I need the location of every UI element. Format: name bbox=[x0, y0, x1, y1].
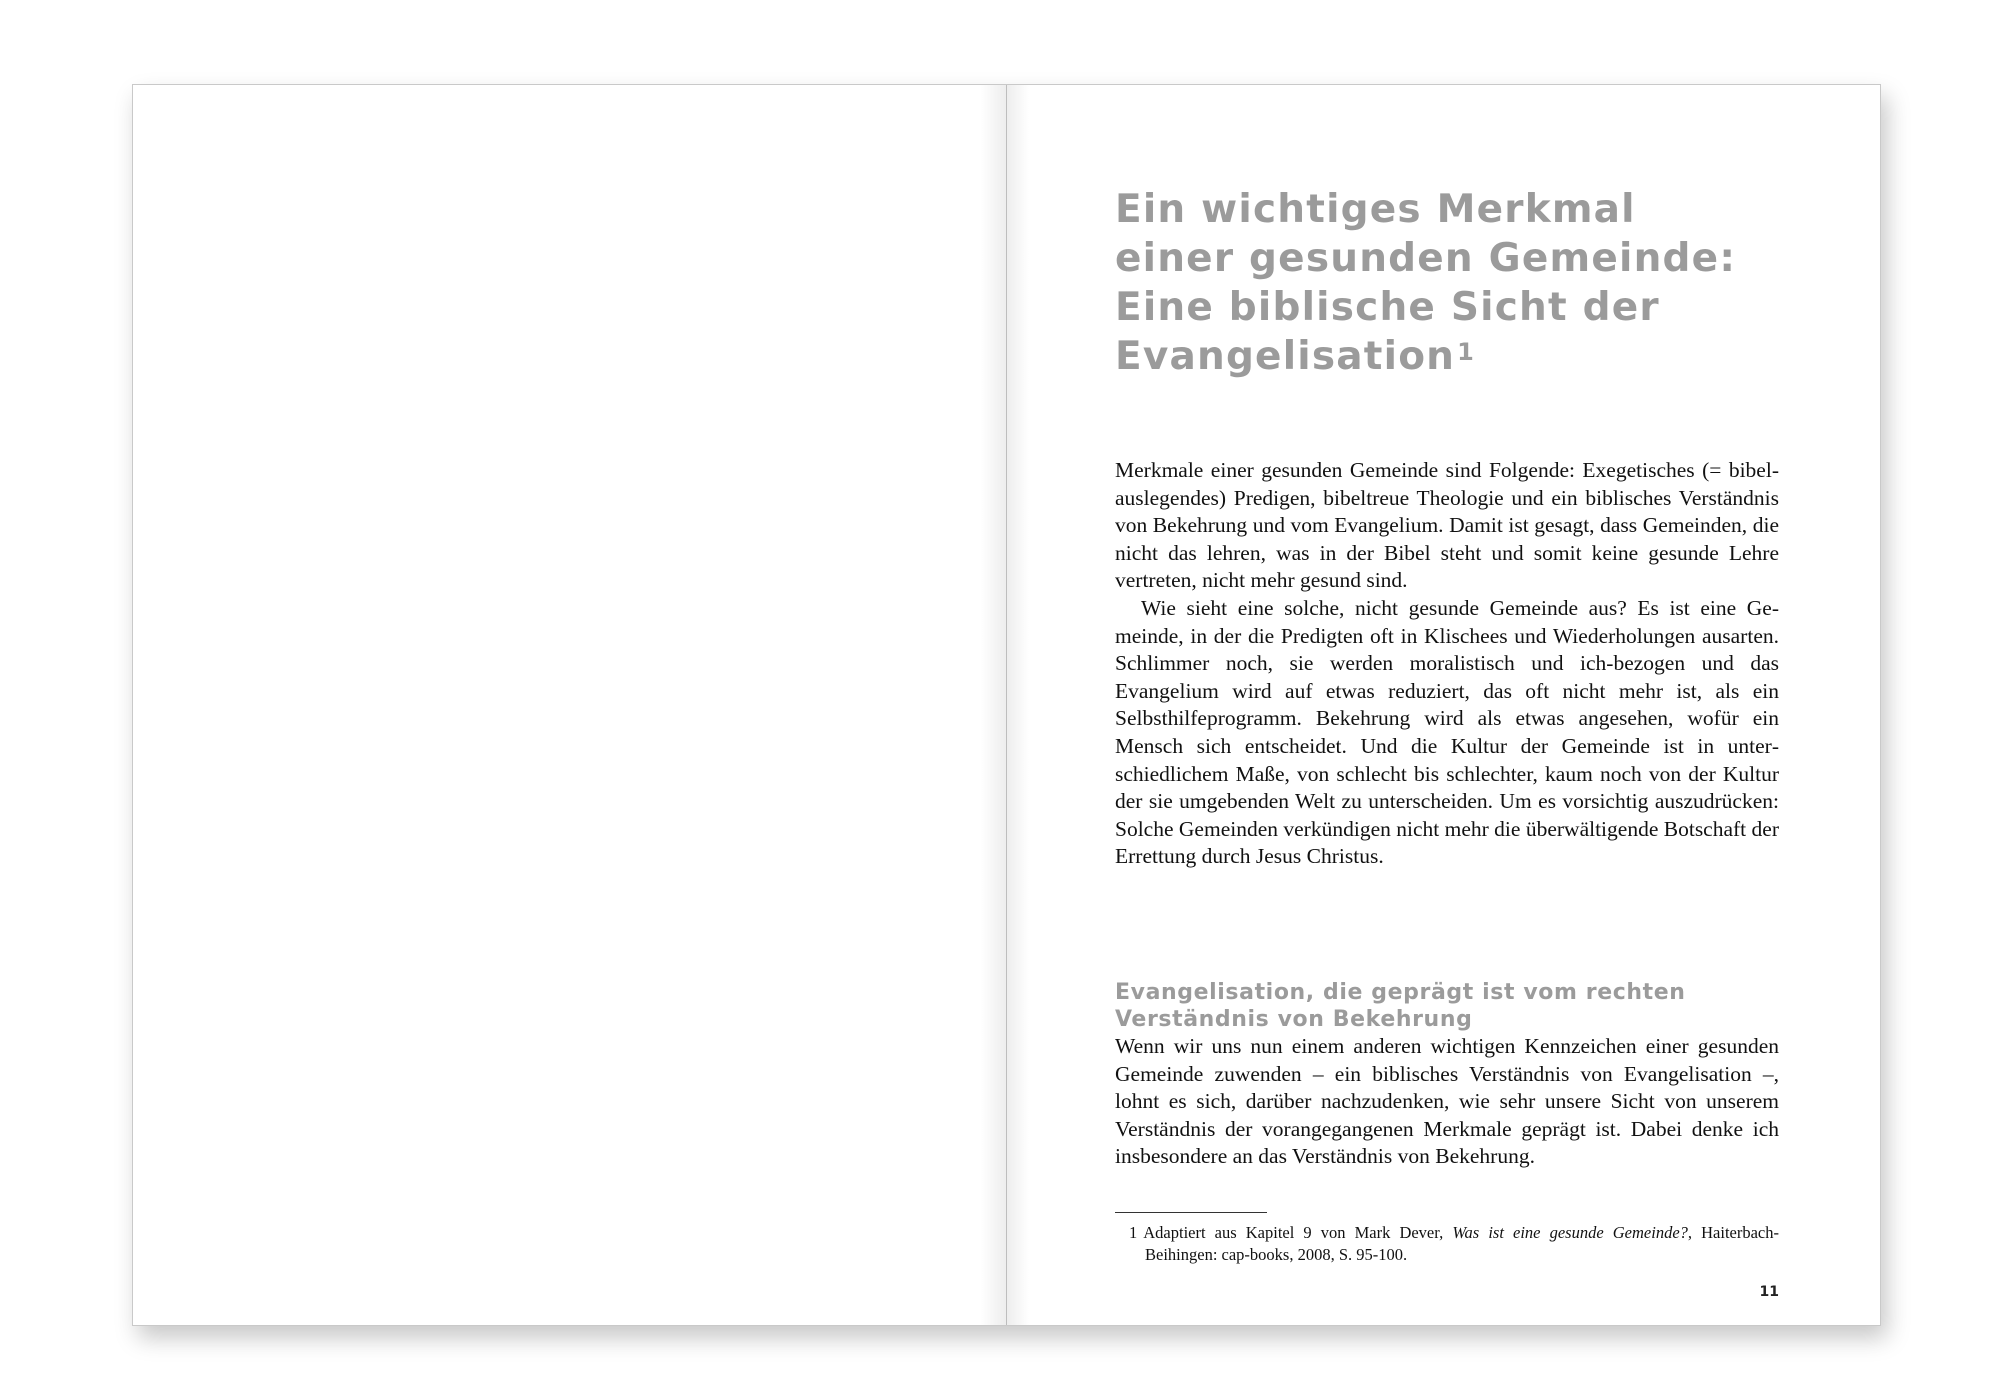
footnote-text-after: , Haiterbach-Beihingen: cap-books, 2008, S. 95-100. bbox=[1145, 1223, 1779, 1264]
right-page bbox=[1007, 85, 1880, 1325]
chapter-title-line: Eine biblische Sicht der bbox=[1115, 285, 1660, 330]
chapter-title-line: einer gesunden Gemeinde: bbox=[1115, 236, 1737, 281]
chapter-title bbox=[1115, 185, 1779, 381]
footnote-text-before: Adaptiert aus Kapitel 9 von Mark Dever, bbox=[1143, 1223, 1444, 1242]
intro-text bbox=[1115, 457, 1779, 871]
intro-paragraph: Wie sieht eine solche, nicht gesunde Gemeinde aus? Es ist eine Gemeinde, in der die Predigten oft in Klischees und Wiederholungen ausarten. Schlimmer noch, sie werden moralistisch und ich-bezogen und das Evangelium wird auf etwas reduziert, das oft nicht mehr ist, als ein Selbsthilfeprogramm. Bekehrung wird als etwas angesehen, wofür ein Mensch sich entscheidet. Und die Kultur der Gemeinde ist in unterschiedlichem Maße, von schlecht bis schlechter, kaum noch von der Kultur der sie umgebenden Welt zu unterscheiden. Um es vorsichtig auszudrücken: Solche Gemeinden verkündigen nicht mehr die überwältigende Botschaft der Errettung durch Jesus Christus. bbox=[1115, 595, 1779, 869]
section-heading-line: Verständnis von Bekehrung bbox=[1115, 1007, 1473, 1032]
section-text bbox=[1115, 1033, 1779, 1171]
page-number: 11 bbox=[1759, 1284, 1779, 1300]
footnote-divider bbox=[1115, 1212, 1267, 1213]
footnote bbox=[1115, 1222, 1779, 1266]
section-heading-line: Evangelisation, die geprägt ist vom rechten bbox=[1115, 980, 1686, 1005]
chapter-title-line: Ein wichtiges Merkmal bbox=[1115, 187, 1636, 232]
footnote-marker: 1 bbox=[1457, 338, 1476, 366]
footnote-book-title: Was ist eine gesunde Gemeinde? bbox=[1452, 1223, 1688, 1242]
section-heading bbox=[1115, 979, 1779, 1033]
book-spread bbox=[132, 84, 1881, 1326]
section-paragraph: Wenn wir uns nun einem anderen wichtigen Kennzeichen einer gesunden Gemeinde zuwenden – ein biblisches Verständnis von Evangelisation –, lohnt es sich, darüber nachzudenken, wie sehr unsere Sicht von unserem Verständnis der vorangegangenen Merkmale geprägt ist. Dabei denke ich insbesondere an das Verständnis von Bekehrung. bbox=[1115, 1034, 1779, 1169]
chapter-title-last-word: Evangelisation bbox=[1115, 334, 1456, 379]
intro-paragraph: Merkmale einer gesunden Gemeinde sind Folgende: Exegetisches (= bibelauslegendes) Predigen, bibeltreue Theologie und ein biblisches Verständnis von Bekehrung und vom Evangelium. Damit ist gesagt, dass Gemeinden, die nicht das lehren, was in der Bibel steht und somit keine gesunde Lehre vertreten, nicht mehr gesund sind. bbox=[1115, 458, 1779, 593]
chapter-title-line bbox=[1115, 332, 1779, 381]
footnote-number: 1 bbox=[1129, 1223, 1138, 1242]
left-page-blank bbox=[133, 85, 1006, 1325]
